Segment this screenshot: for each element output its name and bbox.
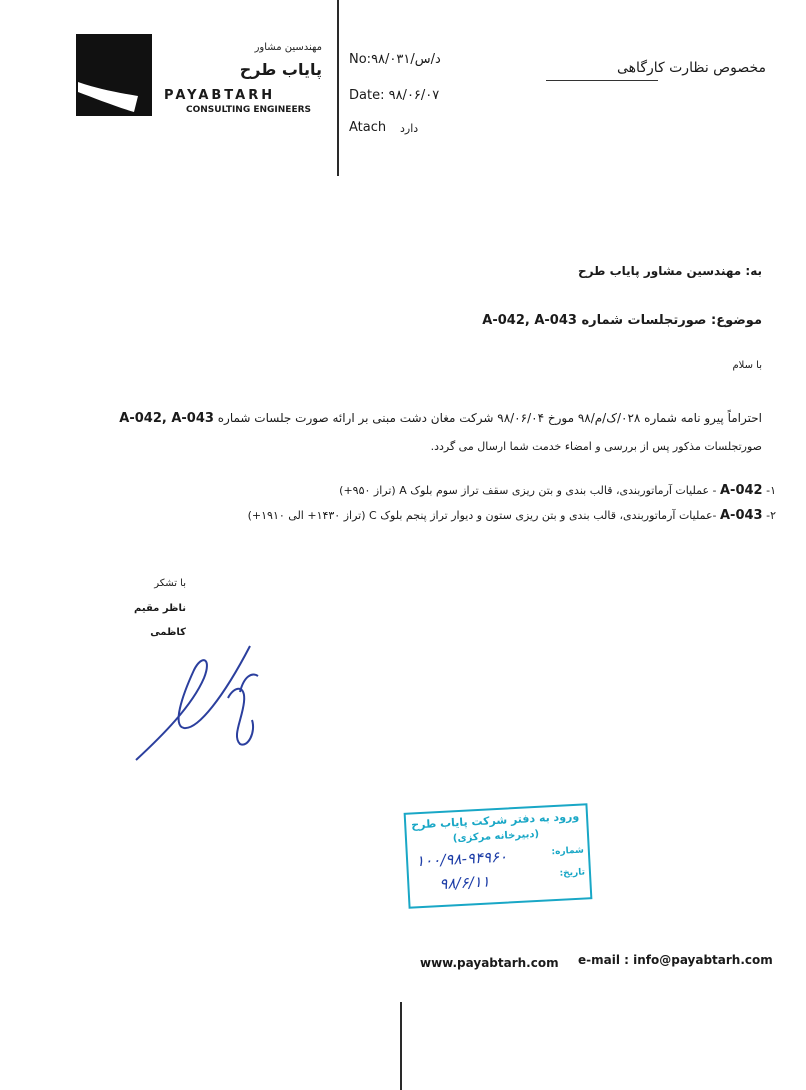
list-item: [140, 483, 776, 498]
list-item-code: A-042: [720, 483, 763, 498]
recipient-line: به: مهندسین مشاور پاياب طرح: [578, 264, 762, 278]
letter-number-label: No:: [349, 52, 372, 67]
letter-number-value: ۹۸/د/س/۰۳۱: [371, 52, 441, 67]
list-item: [140, 508, 776, 523]
header-divider-line: [337, 0, 339, 176]
confidential-underline: [546, 80, 658, 81]
stamp-subtitle: (دبیرخانه مرکزی): [452, 828, 540, 845]
body-paragraph-1-refs: A-042, A-043: [119, 411, 214, 426]
letter-date-value: ۹۸/۰۶/۰۷: [388, 88, 440, 103]
letter-date-label: Date:: [349, 88, 385, 103]
registry-stamp: [404, 803, 593, 908]
signer-name: کاظمی: [150, 627, 186, 638]
stamp-number-label: شماره:: [551, 845, 585, 858]
list-item-code: A-043: [720, 508, 763, 523]
body-paragraph-2: صورتجلسات مذکور پس از بررسی و امضاء خدمت شما ارسال می گردد.: [430, 440, 762, 453]
body-paragraph-1: [18, 409, 762, 428]
handwritten-signature: [132, 636, 282, 770]
letter-date: [349, 88, 439, 103]
list-item-text: -عملیات آرماتوربندی، قالب بندی و بتن ریزی ستون و دیوار تراز پنجم بلوک C (تراز ۱۴۳۰+ الی ۱۹۱۰+): [247, 509, 720, 522]
list-item-number: ۲-: [766, 509, 776, 522]
footer-divider-line: [400, 1002, 402, 1090]
letter-number: [349, 52, 441, 67]
stamp-number-value: ۱۰۰/۹۸-۹۴۹۶۰: [415, 847, 508, 871]
list-item-number: ۱-: [766, 484, 776, 497]
stamp-date-label: تاریخ:: [559, 867, 586, 879]
signer-role: ناظر مقیم: [134, 603, 186, 614]
company-subtitle-en: CONSULTING ENGINEERS: [186, 105, 312, 115]
subject-line: موضوع: صورتجلسات شماره A-042, A-043: [482, 313, 762, 328]
closing-thanks: با تشکر: [154, 578, 186, 589]
company-name-fa-small: مهندسین مشاور: [254, 42, 322, 53]
greeting: با سلام: [732, 360, 762, 371]
company-name-fa: پاياب طرح: [239, 60, 322, 79]
confidential-note: مخصوص نظارت کارگاهی: [617, 60, 766, 76]
body-paragraph-1-text: احتراماً پیرو نامه شماره ۰۲۸/ک/م/۹۸ مورخ ۹۸/۰۶/۰۴ شرکت مغان دشت مبنی بر ارائه صورت جلسات شماره: [217, 411, 762, 425]
footer-website: www.payabtarh.com: [420, 956, 559, 970]
footer-email: e-mail : info@payabtarh.com: [578, 953, 773, 967]
stamp-title: ورود به دفتر شرکت پاياب طرح: [410, 809, 580, 832]
stamp-date-value: ۹۸/۶/۱۱: [438, 872, 491, 894]
company-logo: [76, 34, 152, 116]
attachment-value: دارد: [400, 122, 419, 135]
company-name-en: PAYABTARH: [164, 88, 276, 103]
attachment-label: Atach: [349, 120, 387, 135]
list-item-text: - عملیات آرماتوربندی، قالب بندی و بتن ریزی سقف تراز سوم بلوک A (تراز ۹۵۰+): [339, 484, 720, 497]
